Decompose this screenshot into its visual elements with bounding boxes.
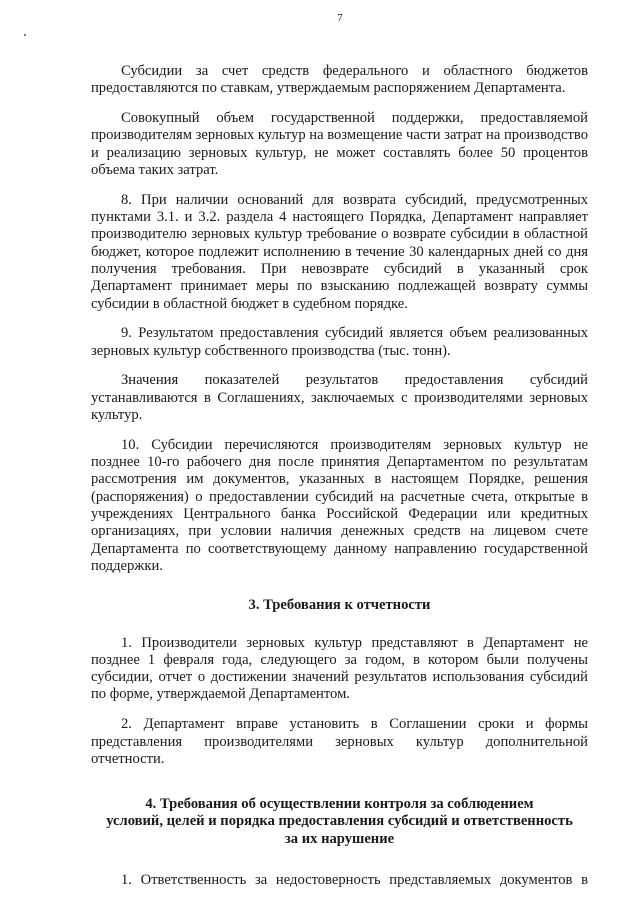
paragraph-9-result: 9. Результатом предоставления субсидий является объем реализованных зерновых культур собственного производства (тыс. тонн). (91, 325, 588, 359)
paragraph-10-transfer: 10. Субсидии перечисляются производителям зерновых культур не позднее 10-го рабочего дня после принятия Департаментом по результатам рассмотрения им документов, указанных в настоящем Порядке, решения (распоряжения) о предоставлении субсидий на расчетные счета, открытые в учреждениях Центрального банка Российской Федерации или кредитных организациях, при условии наличия денежных средств на лицевом счете Департамента по соответствующему данному направлению государственной поддержки. (91, 436, 588, 574)
section-4-heading-line-3: за их нарушение (284, 830, 395, 847)
scan-speck (24, 34, 26, 36)
page-number: 7 (337, 12, 343, 24)
paragraph-total-support-limit: Совокупный объем государственной поддержки, предоставляемой производителям зерновых культур на возмещение части затрат на производство и реализацию зерновых культур, не может составлять более 50 процентов объема таких затрат. (91, 110, 588, 178)
section-3-heading: 3. Требования к отчетности (248, 597, 431, 614)
paragraph-8-subsidy-return: 8. При наличии оснований для возврата субсидий, предусмотренных пунктами 3.1. и 3.2. раздела 4 настоящего Порядка, Департамент направляет производителю зерновых культур требование о возврате субсидии в областной бюджет, которое подлежит исполнению в течение 30 календарных дней со дня получения требования. При невозврате субсидий в указанный срок Департамент принимает меры по взысканию подлежащей возврату суммы субсидии в областной бюджет в судебном порядке. (91, 191, 588, 312)
section-3-paragraph-1: 1. Производители зерновых культур представляют в Департамент не позднее 1 февраля года, следующего за годом, в котором были получены субсидии, отчет о достижении значений результатов использования субсидий по форме, утверждаемой Департаментом. (91, 634, 588, 703)
section-4-paragraph-1: 1. Ответственность за недостоверность представляемых документов в (121, 871, 588, 888)
section-4-heading (91, 796, 588, 848)
paragraph-subsidy-rates: Субсидии за счет средств федерального и областного бюджетов предоставляются по ставкам, утверждаемым распоряжением Департамента. (91, 63, 588, 97)
document-body (91, 63, 588, 902)
section-4-heading-line-1: 4. Требования об осуществлении контроля за соблюдением (145, 796, 534, 813)
paragraph-indicator-values: Значения показателей результатов предоставления субсидий устанавливаются в Соглашениях, заключаемых с производителями зерновых культур. (91, 372, 588, 424)
section-4-heading-line-2: условий, целей и порядка предоставления субсидий и ответственность (106, 813, 573, 830)
section-3-paragraph-2: 2. Департамент вправе установить в Соглашении сроки и формы представления производителями зерновых культур дополнительной отчетности. (91, 716, 588, 767)
